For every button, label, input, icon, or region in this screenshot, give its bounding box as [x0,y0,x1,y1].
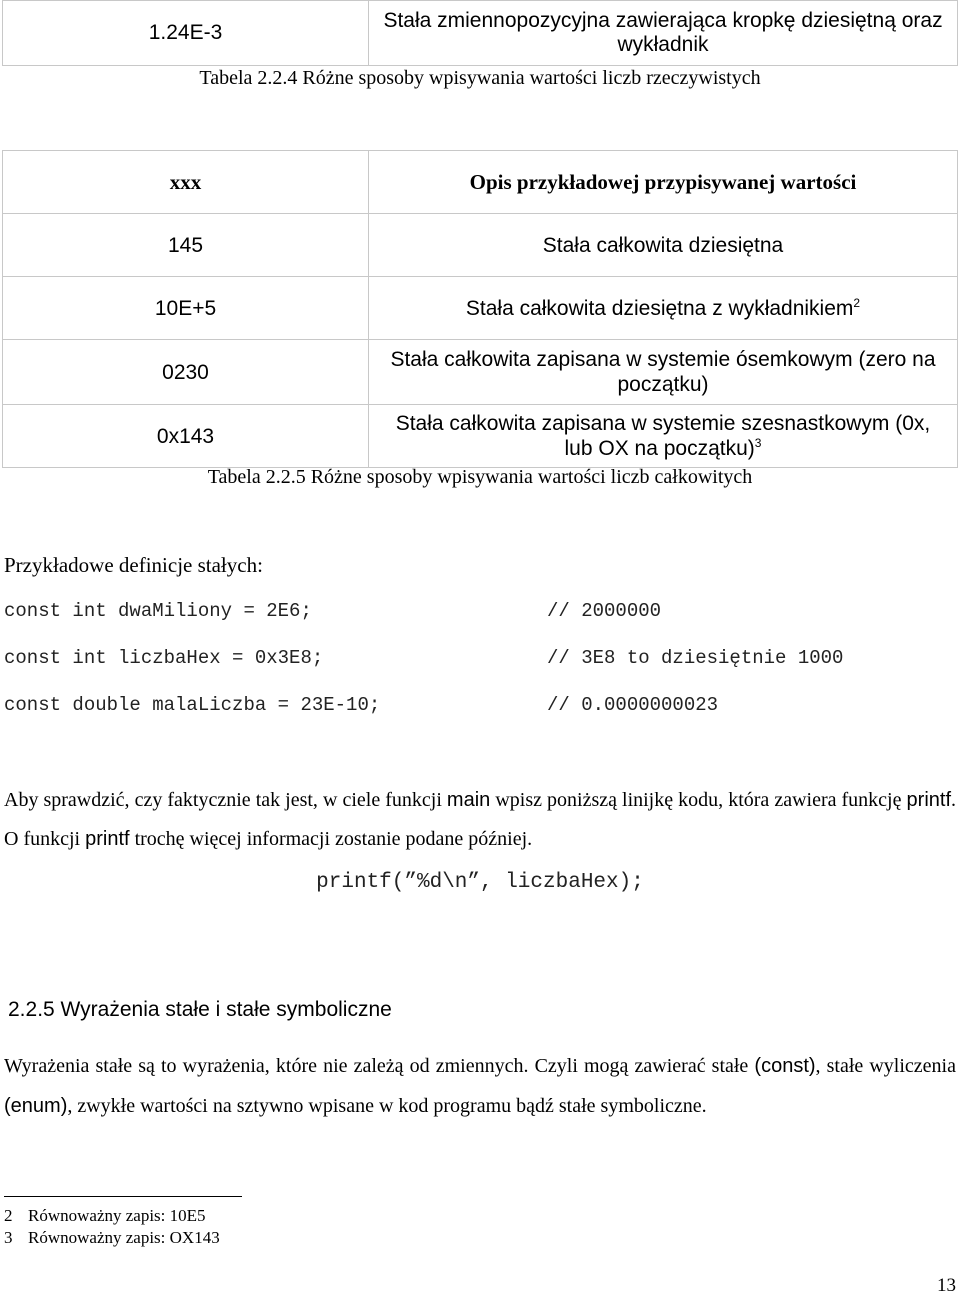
table-cell-value: 0x143 [3,405,369,468]
code-line: const int liczbaHex = 0x3E8; [4,647,324,669]
footnote [4,1227,220,1249]
footnote-ref: 3 [754,436,762,450]
footnote-separator [4,1196,242,1197]
table-row [3,214,958,277]
table-cell-value: 145 [3,214,369,277]
code-comment: // 0.0000000023 [547,694,719,716]
table-row [3,277,958,340]
code-keyword-const: (const) [754,1055,816,1077]
column-header-value: xxx [3,151,369,214]
table-cell-description: Stała całkowita zapisana w systemie ósemkowym (zero na początku) [369,340,958,405]
table-row [3,340,958,405]
section-heading: 2.2.5 Wyrażenia stałe i stałe symboliczne [8,998,392,1021]
footnote-number: 2 [4,1206,13,1225]
footnote-text: Równoważny zapis: 10E5 [28,1206,206,1225]
table-cell-description: Stała całkowita dziesiętna [369,214,958,277]
text-run: wpisz poniższą linijkę kodu, która zawiera funkcję [490,789,907,811]
text-run: , zwykłe wartości na sztywno wpisane w kod programu bądź stałe symboliczne. [67,1095,707,1117]
text-run: Wyrażenia stałe są to wyrażenia, które nie zależą od zmiennych. Czyli mogą zawierać stałe [4,1055,755,1077]
code-line: const double malaLiczba = 23E-10; [4,694,381,716]
column-header-description: Opis przykładowej przypisywanej wartości [369,151,958,214]
code-keyword-main: main [446,789,491,811]
code-comment: // 2000000 [547,600,662,622]
table-caption-int: Tabela 2.2.5 Różne sposoby wpisywania wartości liczb całkowitych [207,466,753,488]
code-comment: // 3E8 to dziesiętnie 1000 [547,647,844,669]
footnote-text: Równoważny zapis: OX143 [28,1228,220,1247]
table-cell-value: 0230 [3,340,369,405]
text-run: , stałe wyliczenia [815,1055,956,1077]
table-cell-value: 10E+5 [3,277,369,340]
table-caption-real: Tabela 2.2.4 Różne sposoby wpisywania wartości liczb rzeczywistych [199,67,761,89]
code-line: const int dwaMiliony = 2E6; [4,600,312,622]
real-constants-table-tail [2,0,958,66]
printf-example: printf(”%d\n”, liczbaHex); [316,871,644,894]
table-row [3,1,958,66]
footnote [4,1205,206,1227]
examples-heading: Przykładowe definicje stałych: [4,553,263,577]
code-keyword-enum: (enum) [4,1095,68,1117]
table-cell-description: Stała zmiennopozycyjna zawierająca kropkę dziesiętną oraz wykładnik [369,1,958,66]
cell-text: Stała całkowita zapisana w systemie szesnastkowym (0x, lub OX na początku) [395,412,931,460]
text-run: trochę więcej informacji zostanie podane później. [129,828,533,850]
paragraph-constant-expressions [4,1046,956,1126]
table-cell-description [369,277,958,340]
footnote-number: 3 [4,1228,13,1247]
integer-constants-table [2,150,958,468]
table-cell-description [369,405,958,468]
paragraph-check-code [4,781,956,859]
page-number: 13 [937,1275,956,1296]
code-keyword-printf: printf [906,789,951,811]
text-run: . O funkcji [4,789,956,850]
code-keyword-printf: printf [85,828,130,850]
cell-text: Stała całkowita dziesiętna z wykładnikiem [465,296,854,320]
text-run: Aby sprawdzić, czy faktycznie tak jest, w ciele funkcji [4,789,447,811]
table-row [3,405,958,468]
table-cell-value: 1.24E-3 [3,1,369,66]
footnote-ref: 2 [853,295,861,310]
table-header-row [3,151,958,214]
